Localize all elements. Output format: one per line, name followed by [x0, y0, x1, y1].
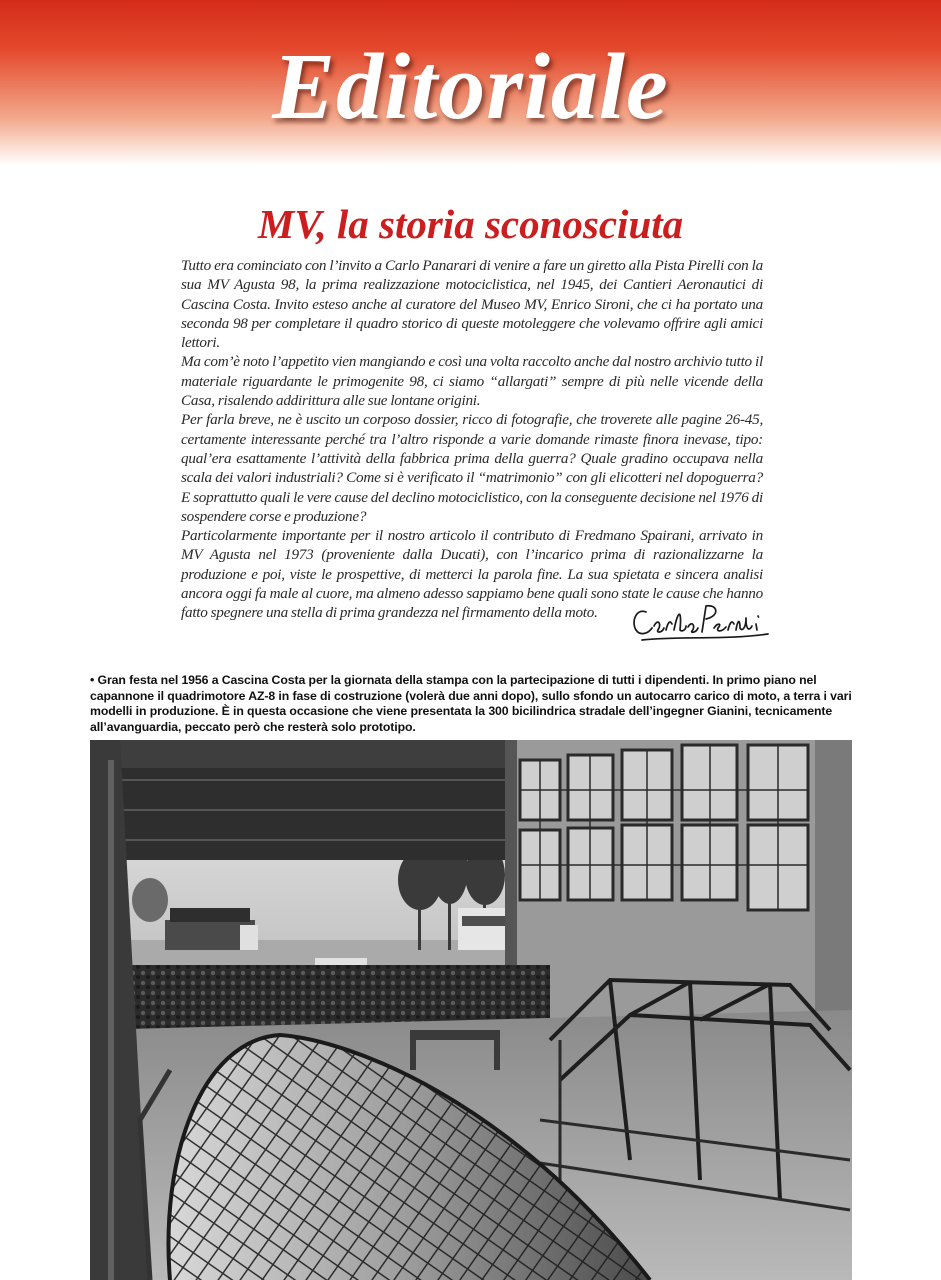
page-title: Editoriale	[272, 35, 669, 139]
article-body	[181, 256, 763, 623]
article-paragraph: Ma com’è noto l’appetito vien mangiando e così una volta raccolto anche dal nostro archivio tutto il materiale riguardante le primogenite 98, ci siamo “allargati” sempre di più nelle vicende della Casa, risalendo addirittura alle sue lontane origini.	[181, 353, 763, 410]
article-paragraph: Particolarmente importante per il nostro articolo il contributo di Fredmano Spairani, arrivato in MV Agusta nel 1973 (proveniente dalla Ducati), con l’incarico prima di razionalizzarne la produzione e poi, viste le prospettive, di metterci la parola fine. La sua spietata e sincera analisi ancora oggi fa male al cuore, ma almeno adesso sappiamo bene quali sono state le cause che hanno fatto spegnere una stella di prima grandezza nel firmamento della moto.	[181, 527, 763, 622]
author-signature	[628, 600, 778, 646]
article-paragraph: Tutto era cominciato con l’invito a Carlo Panarari di venire a fare un giretto alla Pista Pirelli con la sua MV Agusta 98, la prima realizzazione motociclistica, nel 1945, dei Cantieri Aeronautici di Cascina Costa. Invito esteso anche al curatore del Museo MV, Enrico Sironi, che ci ha portato una seconda 98 per completare il quadro storico di queste motoleggere che volevamo offrire agli amici lettori.	[181, 257, 763, 352]
photo-caption: • Gran festa nel 1956 a Cascina Costa per la giornata della stampa con la partecipazione di tutti i dipendenti. In primo piano nel capannone il quadrimotore AZ-8 in fase di costruzione (volerà due anni dopo), sullo sfondo un autocarro carico di moto, a terra i vari modelli in produzione. È in questa occasione che viene presentata la 300 bicilindrica stradale dell’ingegner Gianini, tecnicamente all’avanguardia, peccato però che resterà solo prototipo.	[90, 673, 852, 734]
article-headline: MV, la storia sconosciuta	[257, 201, 684, 247]
article-paragraph: Per farla breve, ne è uscito un corposo dossier, ricco di fotografie, che troverete alle pagine 26-45, certamente interessante perché tra l’altro risponde a varie domande rimaste finora inevase, tipo: qual’era esattamente l’attività della fabbrica prima della guerra? Quale gradino occupava nella scala dei valori industriali? Come si è verificato il “matrimonio” con gli elicotteri nel dopoguerra? E soprattutto quali le vere cause del declino motociclistico, con la conseguente decisione nel 1976 di sospendere corse e produzione?	[181, 411, 763, 525]
factory-photo	[90, 740, 852, 1280]
header-banner	[0, 0, 941, 165]
